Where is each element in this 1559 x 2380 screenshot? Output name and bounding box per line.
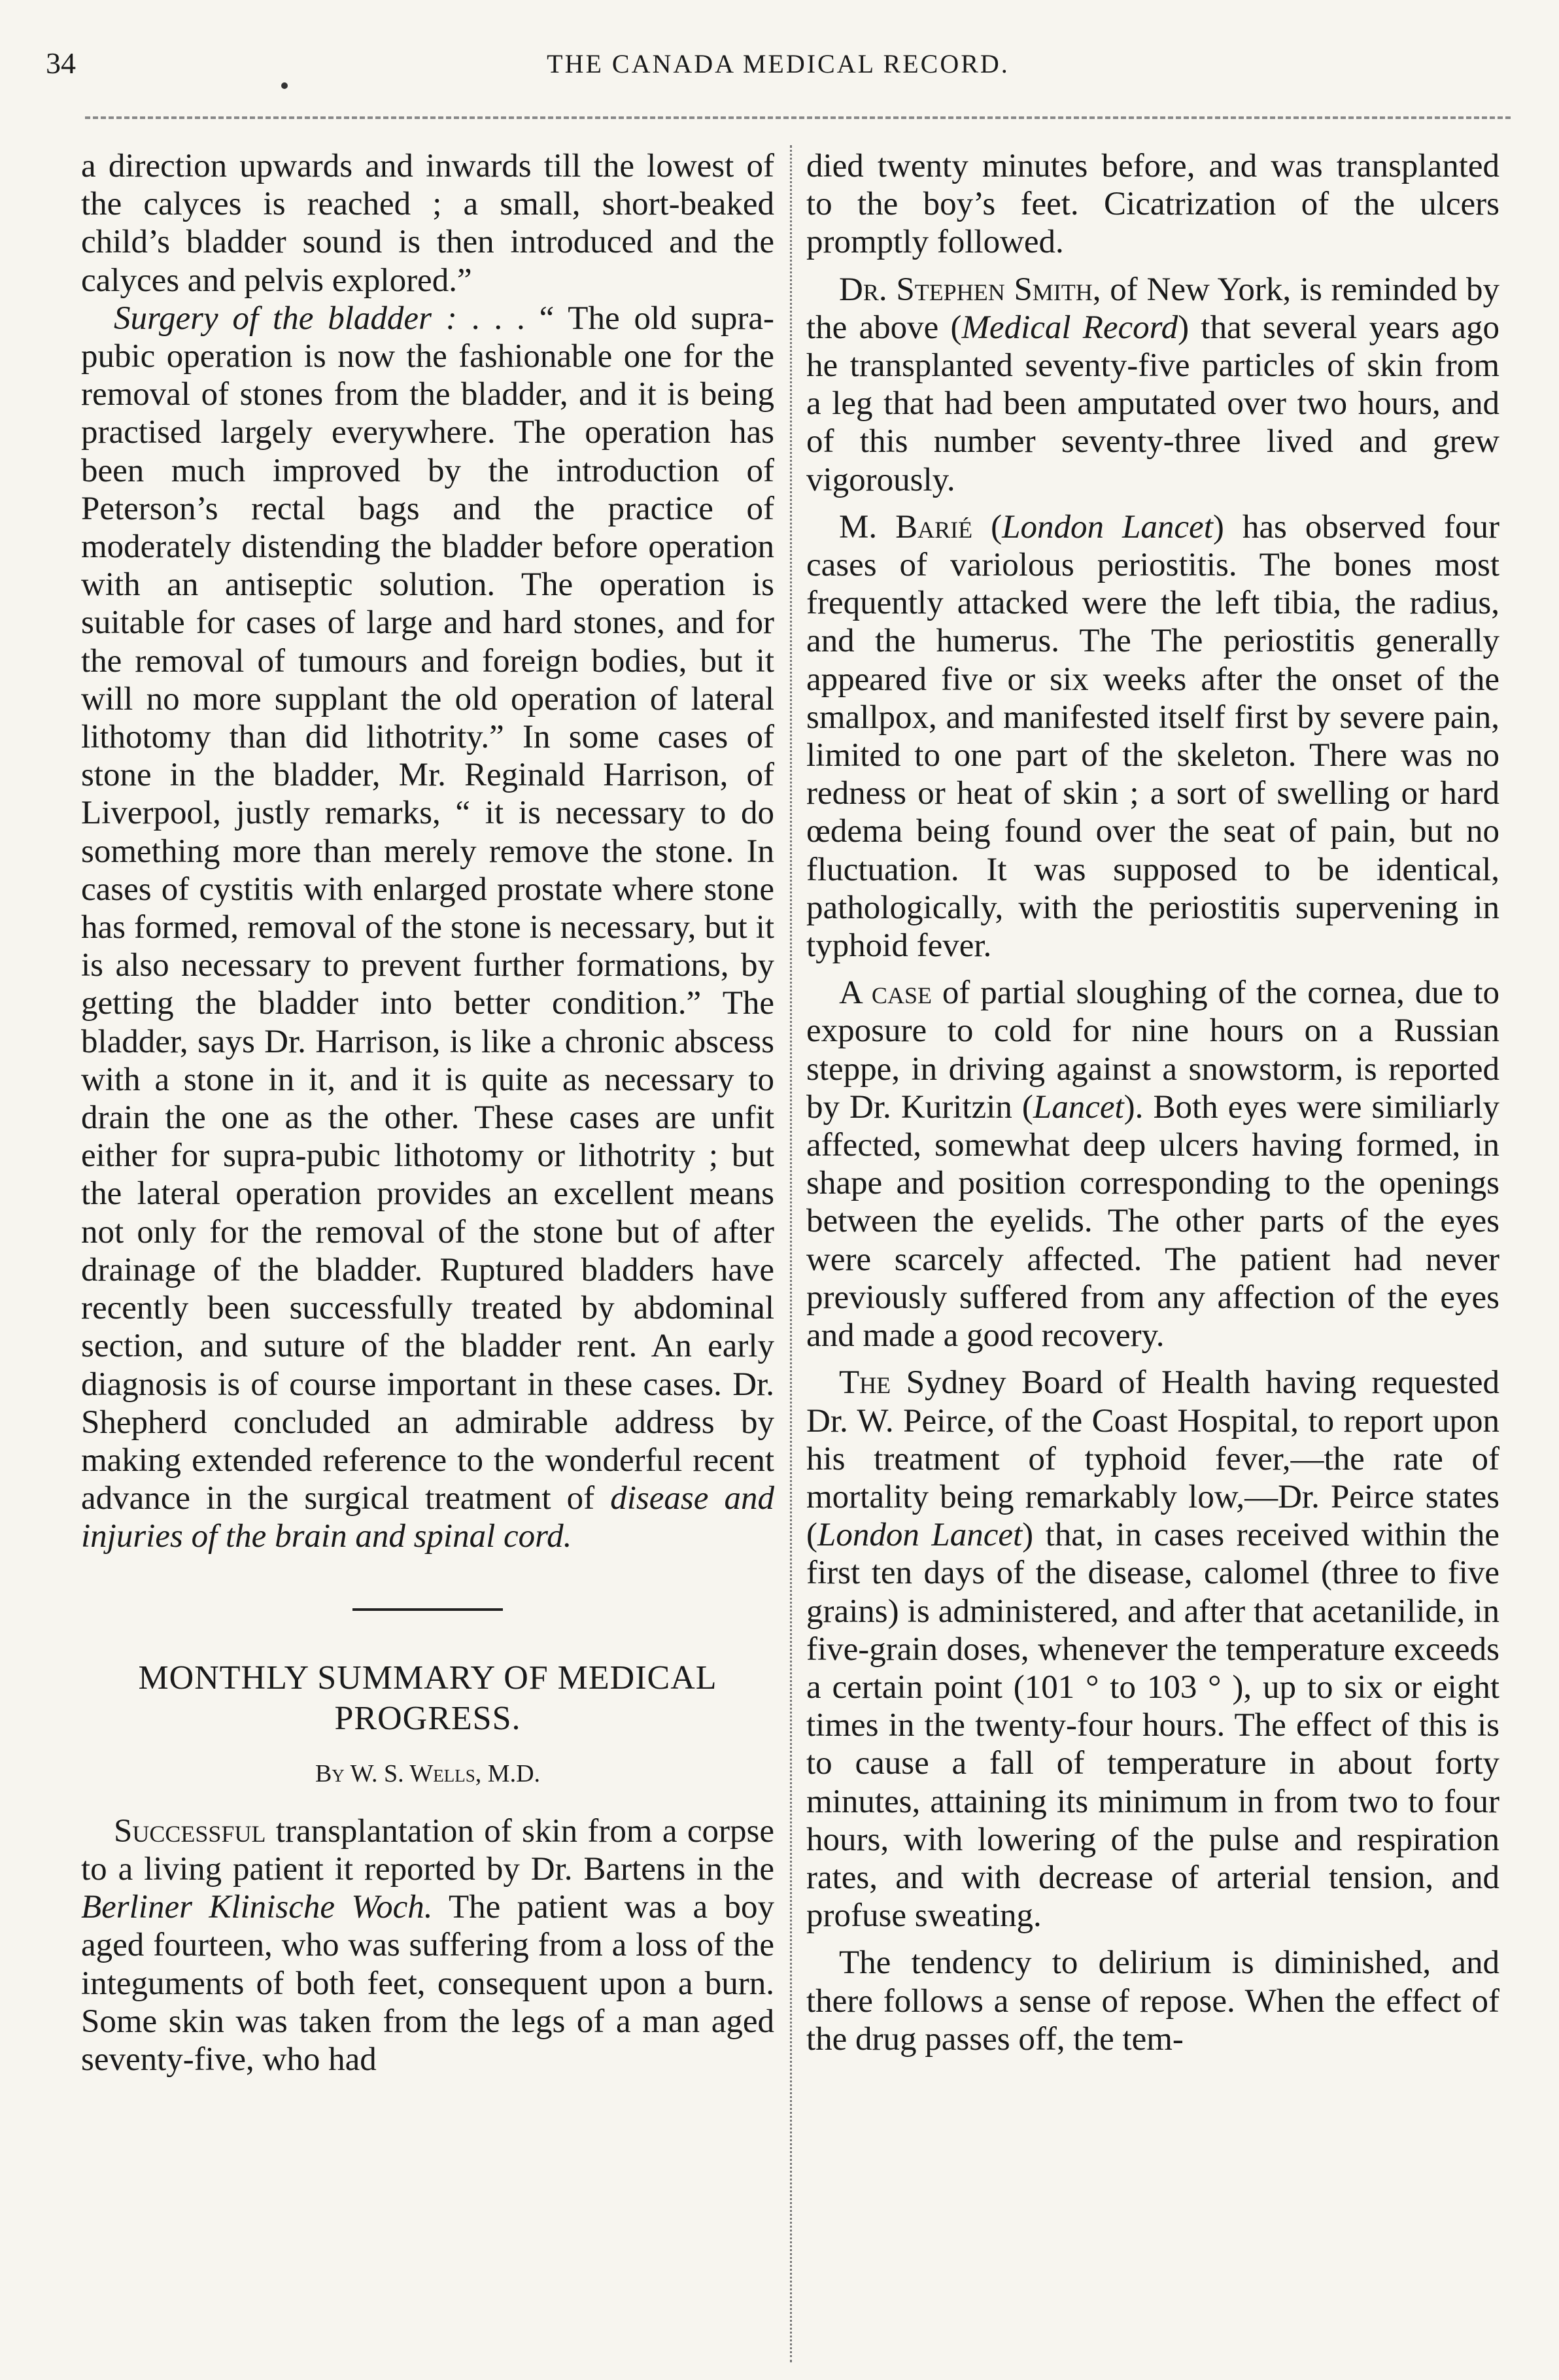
section-rule [352,1608,503,1611]
paragraph: Surgery of the bladder : . . . “ The old supra-pubic operation is now the fashionable one for the removal of stones from the bladder, and it is being practised largely everywhere. The operation has been much improved by the introduction of Peterson’s rectal bags and the practice of moderately distending the bladder before operation with an antiseptic solution. The operation is suitable for cases of large and hard stones, and for the removal of tumours and foreign bodies, but it will no more supplant the old operation of lateral lithotomy than did lithotrity.” In some cases of stone in the bladder, Mr. Reginald Harrison, of Liverpool, justly remarks, “ it is necessary to do something more than merely remove the stone. In cases of cystitis with enlarged prostate where stone has formed, removal of the stone is necessary, but it is also necessary to prevent further formations, by getting the bladder into better condition.” The bladder, says Dr. Harrison, is like a chronic abscess with a stone in it, and it is quite as necessary to drain the one as the other. These cases are unfit either for supra-pubic lithotomy or lithotrity ; but the lateral operation provides an excellent means not only for the removal of the stone but of after drainage of the bladder. Ruptured bladders have recently been successfully treated by abdominal section, and suture of the bladder rent. An early diagnosis is of course important in these cases. Dr. Shepherd concluded an admirable address by making extended reference to the wonderful recent advance in the surgical treatment of disease and injuries of the brain and spinal cord. [81,300,775,1555]
paragraph: The tendency to delirium is diminished, and there follows a sense of repose. When the effect of the drug passes off, the tem- [806,1944,1499,2058]
byline: By W. S. Wells, M.D. [315,1759,541,1787]
right-column [806,147,1499,2058]
paragraph: Dr. Stephen Smith, of New York, is reminded by the above (Medical Record) that several years ago he transplanted seventy-five particles of skin from a leg that had been amputated over two hours, and of this number seventy-three lived and grew vigorously. [806,271,1499,498]
running-title: THE CANADA MEDICAL RECORD. [547,49,1010,78]
paragraph: A case of partial sloughing of the cornea, due to exposure to cold for nine hours on a Russian steppe, in driving against a snowstorm, is reported by Dr. Kuritzin (Lancet). Both eyes were similiarly affected, somewhat deep ulcers having formed, in shape and position corresponding to the openings between the eyelids. The other parts of the eyes were scarcely affected. The patient had never previously suffered from any affection of the eyes and made a good recovery. [806,974,1500,1354]
page-number: 34 [46,46,76,80]
paragraph: a direction upwards and inwards till the lowest of the calyces is reached ; a small, short-beaked child’s bladder sound is then introduced and the calyces and pelvis explored.” [81,148,774,299]
column-divider [790,145,792,2362]
paragraph: Successful transplantation of skin from a corpse to a living patient it reported by Dr. Bartens in the Berliner Klinische Woch. The patient was a boy aged fourteen, who was suffering from a loss of the integuments of both feet, consequent upon a burn. Some skin was taken from the legs of a man aged seventy-five, who had [81,1812,774,2078]
left-column [81,147,774,2078]
page-header [46,46,1511,92]
paragraph: M. Barié (London Lancet) has observed four cases of variolous periostitis. The bones most frequently attacked were the left tibia, the radius, and the humerus. The The periostitis generally appeared five or six weeks after the onset of the smallpox, and manifested itself first by severe pain, limited to one part of the skeleton. There was no redness or heat of skin ; a sort of swelling or hard œdema being found over the seat of pain, but no fluctuation. It was supposed to be identical, pathologically, with the periostitis supervening in typhoid fever. [806,508,1499,965]
paragraph: The Sydney Board of Health having requested Dr. W. Peirce, of the Coast Hospital, to report upon his treatment of typhoid fever,—the rate of mortality being remarkably low,—Dr. Peirce states (London Lancet) that, in cases received within the first ten days of the disease, calomel (three to five grains) is administered, and after that acetanilide, in five-grain doses, whenever the temperature exceeds a certain point (101 ° to 103 ° ), up to six or eight times in the twenty-four hours. The effect of this is to cause a fall of temperature in about forty minutes, attaining its minimum in from two to four hours, with lowering of the pulse and respiration rates, and with decrease of arterial tension, and profuse sweating. [806,1364,1499,1935]
header-rule [85,116,1511,119]
section-title: MONTHLY SUMMARY OF MEDICAL PROGRESS. [138,1659,717,1737]
header-dot [281,82,288,89]
paragraph: died twenty minutes before, and was transplanted to the boy’s feet. Cicatrization of the ulcers promptly followed. [806,148,1499,261]
